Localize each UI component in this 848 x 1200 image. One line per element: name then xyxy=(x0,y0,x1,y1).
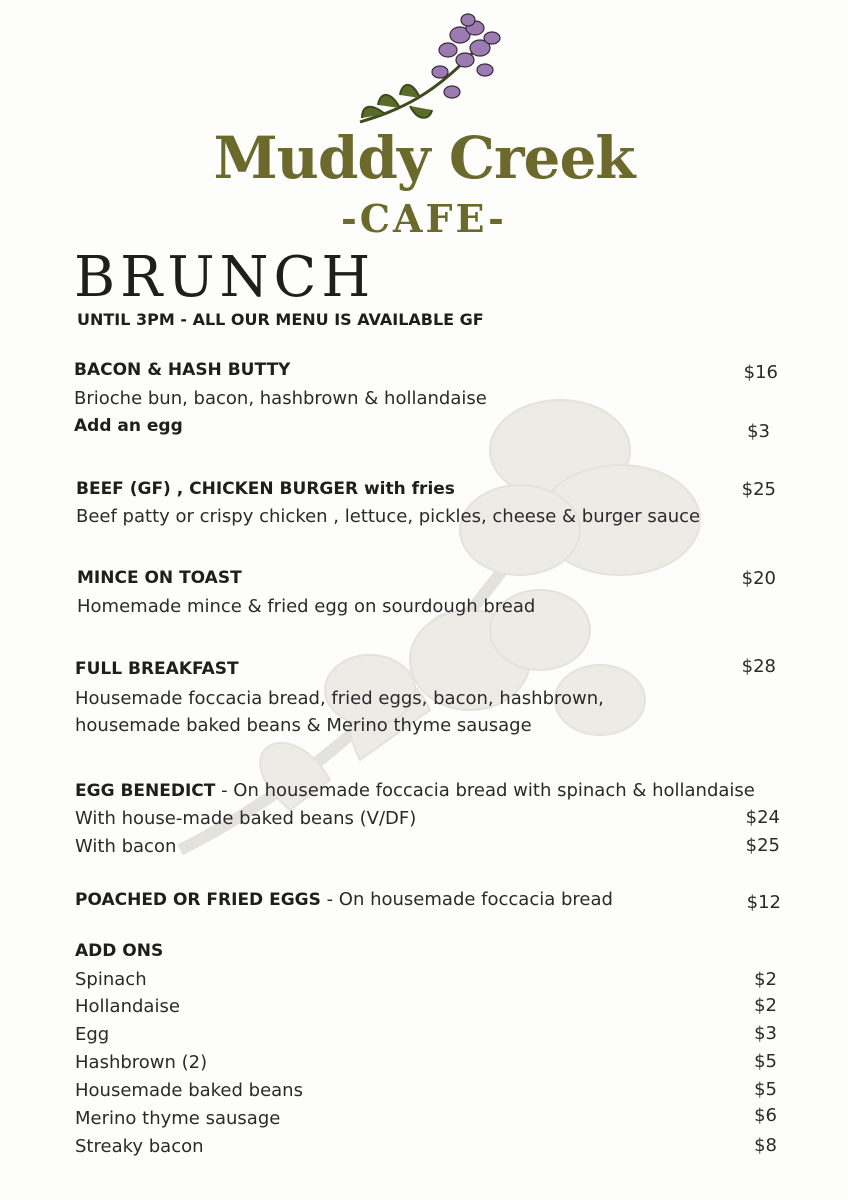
item-line-egg-benedict xyxy=(75,780,755,801)
addon-price: $2 xyxy=(754,969,777,990)
item-name-egg-benedict: EGG BENEDICT xyxy=(75,781,216,801)
menu-title: BRUNCH xyxy=(74,245,376,310)
item-price-poached-eggs: $12 xyxy=(746,892,781,913)
item-option-beans: With house-made baked beans (V/DF) xyxy=(75,808,417,829)
addon-price: $5 xyxy=(754,1051,777,1072)
item-option-price-beans: $24 xyxy=(745,807,780,828)
item-option-bacon: With bacon xyxy=(75,836,177,857)
addons-title: ADD ONS xyxy=(75,941,164,961)
addon-name: Hashbrown (2) xyxy=(75,1052,208,1073)
addon-price: $2 xyxy=(754,995,777,1016)
item-extra-add-egg: Add an egg xyxy=(74,416,183,436)
item-price-full-breakfast: $28 xyxy=(741,656,776,677)
addon-price: $5 xyxy=(754,1079,777,1100)
addon-price: $6 xyxy=(754,1105,777,1126)
item-name-poached-eggs: POACHED OR FRIED EGGS xyxy=(75,890,321,910)
addon-name: Egg xyxy=(75,1024,110,1045)
menu-subtitle: UNTIL 3PM - ALL OUR MENU IS AVAILABLE GF xyxy=(77,310,484,329)
item-desc-bacon-hash-butty: Brioche bun, bacon, hashbrown & hollandaise xyxy=(74,388,487,409)
item-extra-price-add-egg: $3 xyxy=(747,421,770,442)
item-name-full-breakfast: FULL BREAKFAST xyxy=(75,659,239,679)
item-desc-full-breakfast-line2: housemade baked beans & Merino thyme sausage xyxy=(75,715,532,736)
flower-sprig-logo-icon xyxy=(340,10,520,135)
addon-name: Streaky bacon xyxy=(75,1136,204,1157)
item-name-bacon-hash-butty: BACON & HASH BUTTY xyxy=(74,360,291,380)
item-name-mince-on-toast: MINCE ON TOAST xyxy=(77,568,242,588)
addon-name: Spinach xyxy=(75,969,147,990)
addon-price: $3 xyxy=(754,1023,777,1044)
item-price-burger: $25 xyxy=(741,479,776,500)
item-desc-poached-eggs: - On housemade foccacia bread xyxy=(320,889,613,910)
addon-name: Merino thyme sausage xyxy=(75,1108,281,1129)
item-desc-burger: Beef patty or crispy chicken , lettuce, pickles, cheese & burger sauce xyxy=(76,506,701,527)
item-desc-full-breakfast-line1: Housemade foccacia bread, fried eggs, bacon, hashbrown, xyxy=(75,688,604,709)
addon-price: $8 xyxy=(754,1135,777,1156)
item-price-bacon-hash-butty: $16 xyxy=(743,362,778,383)
item-name-burger: BEEF (GF) , CHICKEN BURGER with fries xyxy=(76,479,455,499)
item-option-price-bacon: $25 xyxy=(745,835,780,856)
cafe-name: Muddy Creek xyxy=(213,124,635,192)
item-price-mince-on-toast: $20 xyxy=(741,568,776,589)
cafe-subtitle: -CAFE- xyxy=(341,196,507,241)
addon-name: Housemade baked beans xyxy=(75,1080,303,1101)
flower-watermark-icon xyxy=(140,380,780,880)
item-desc-egg-benedict: - On housemade foccacia bread with spinach & hollandaise xyxy=(215,780,755,801)
item-desc-mince-on-toast: Homemade mince & fried egg on sourdough bread xyxy=(77,596,536,617)
item-line-poached-eggs xyxy=(75,889,613,910)
addon-name: Hollandaise xyxy=(75,996,180,1017)
